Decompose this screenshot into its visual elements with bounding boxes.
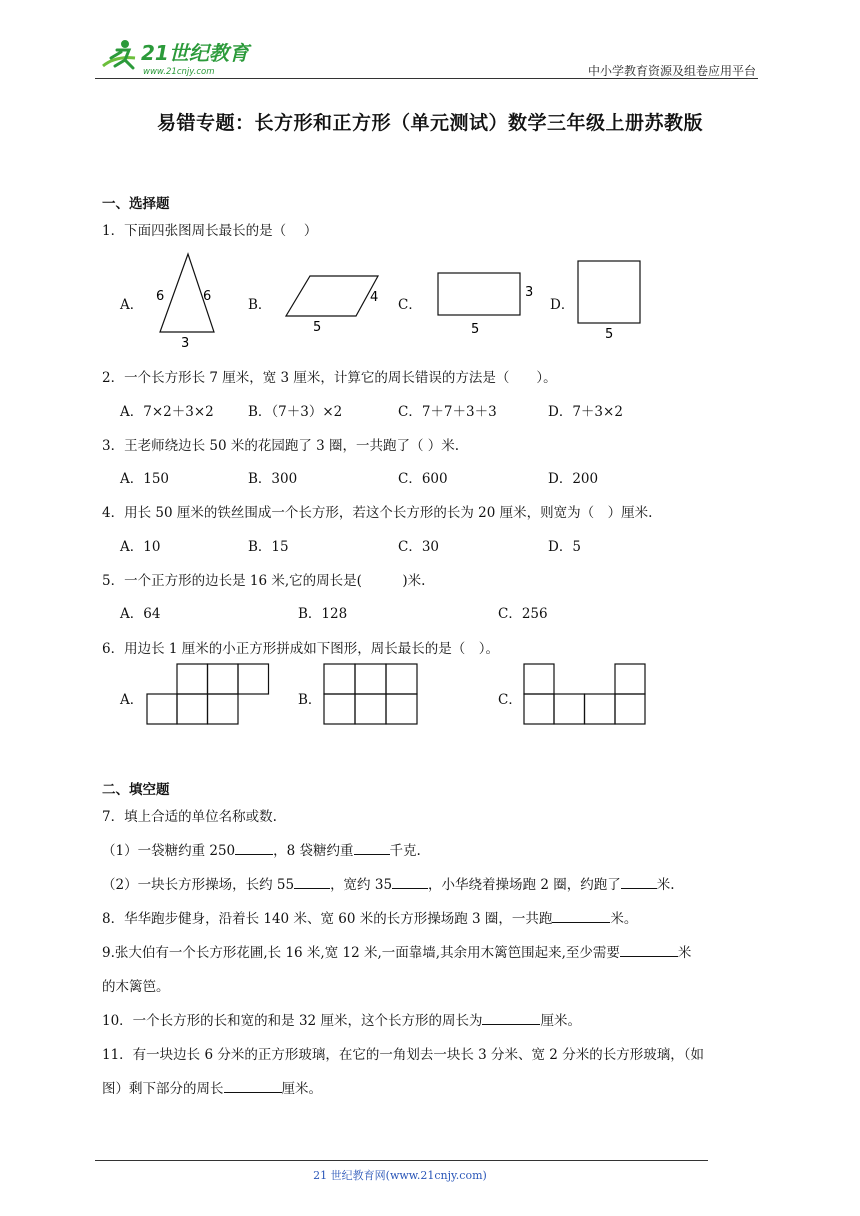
q5-option-a: A．64	[120, 606, 161, 622]
q1-square-figure	[574, 258, 646, 342]
q1-rectangle-figure	[434, 270, 540, 338]
q4-option-d: D．5	[548, 539, 581, 555]
parallelogram-side: 4	[370, 290, 379, 305]
question-6-stem: 6．用边长 1 厘米的小正方形拼成如下图形，周长最长的是（ ）。	[102, 641, 500, 657]
answer-blank[interactable]	[235, 842, 273, 855]
answer-blank[interactable]	[354, 842, 390, 855]
q2-option-c: C．7＋7＋3＋3	[398, 404, 497, 420]
platform-name: 中小学教育资源及组卷应用平台	[587, 64, 756, 78]
section-heading-choice: 一、选择题	[102, 196, 170, 212]
triangle-side-right: 6	[203, 289, 212, 304]
q1-option-c-label: C．	[398, 297, 422, 313]
header-divider	[95, 78, 758, 79]
q4-option-b: B．15	[248, 539, 289, 555]
q4-option-a: A．10	[120, 539, 161, 555]
q1-option-a-label: A．	[120, 297, 144, 313]
q2-option-b: B．（7＋3）×2	[248, 404, 343, 420]
answer-blank[interactable]	[552, 910, 610, 923]
q1-option-d-label: D．	[550, 297, 575, 313]
square-side: 5	[605, 327, 614, 342]
question-4-stem: 4．用长 50 厘米的铁丝围成一个长方形，若这个长方形的长为 20 厘米，则宽为（ ）厘米.	[102, 505, 653, 521]
q6-option-a-label: A．	[120, 692, 144, 708]
answer-blank[interactable]	[621, 876, 657, 889]
question-1-stem: 1．下面四张图周长最长的是（ ）	[102, 223, 318, 239]
question-2-stem: 2．一个长方形长 7 厘米，宽 3 厘米，计算它的周长错误的方法是（ ）。	[102, 370, 557, 386]
section-heading-fill: 二、填空题	[102, 782, 170, 798]
q3-option-b: B．300	[248, 471, 298, 487]
q5-option-b: B．128	[298, 606, 348, 622]
q6-option-b-label: B．	[298, 692, 322, 708]
question-8: 8．华华跑步健身，沿着长 140 米、宽 60 米的长方形操场跑 3 圈，一共跑 米。	[102, 911, 638, 927]
q3-option-c: C．600	[398, 471, 448, 487]
question-9-line-1: 9.张大伯有一个长方形花圃,长 16 米,宽 12 米,一面靠墙,其余用木篱笆围起来,至少需要 米	[102, 945, 692, 961]
page-title: 易错专题：长方形和正方形（单元测试）数学三年级上册苏教版	[156, 112, 703, 134]
answer-blank[interactable]	[482, 1012, 540, 1025]
q2-option-a: A．7×2＋3×2	[120, 404, 214, 420]
footer-divider	[95, 1160, 708, 1161]
q6-grid-figure-b	[323, 663, 419, 727]
answer-blank[interactable]	[620, 944, 678, 957]
runner-logo-icon	[103, 40, 135, 68]
answer-blank[interactable]	[224, 1080, 282, 1093]
question-3-stem: 3．王老师绕边长 50 米的花园跑了 3 圈，一共跑了（ ）米.	[102, 438, 460, 454]
q6-grid-figure-c	[523, 663, 649, 727]
question-5-stem: 5．一个正方形的边长是 16 米,它的周长是( )米.	[102, 573, 426, 589]
q6-grid-figure-a	[146, 663, 272, 727]
answer-blank[interactable]	[392, 876, 428, 889]
rectangle-width: 3	[525, 285, 534, 300]
question-11-line-2: 图）剩下部分的周长 厘米。	[102, 1081, 322, 1097]
footer-link[interactable]: 21 世纪教育网(www.21cnjy.com)	[313, 1169, 487, 1182]
triangle-side-left: 6	[156, 289, 165, 304]
q3-option-d: D．200	[548, 471, 599, 487]
q1-triangle-figure	[150, 250, 225, 350]
q4-option-c: C．30	[398, 539, 440, 555]
question-11-line-1: 11．有一块边长 6 分米的正方形玻璃，在它的一角划去一块长 3 分米、宽 2 分米的长方形玻璃，（如	[102, 1047, 704, 1063]
site-logo	[95, 36, 265, 78]
logo-url: www.21cnjy.com	[143, 67, 215, 77]
q1-option-b-label: B．	[248, 297, 272, 313]
answer-blank[interactable]	[294, 876, 330, 889]
question-10: 10．一个长方形的长和宽的和是 32 厘米，这个长方形的周长为 厘米。	[102, 1013, 581, 1029]
triangle-base: 3	[181, 336, 190, 350]
q6-option-c-label: C．	[498, 692, 522, 708]
q3-option-a: A．150	[120, 471, 170, 487]
q5-option-c: C．256	[498, 606, 548, 622]
q1-parallelogram-figure	[282, 272, 392, 334]
parallelogram-base: 5	[313, 320, 322, 334]
logo-text: 21世纪教育	[141, 41, 249, 65]
question-7-part-1: （1）一袋糖约重 250 ，8 袋糖约重 千克.	[102, 843, 421, 859]
q2-option-d: D．7＋3×2	[548, 404, 623, 420]
rectangle-length: 5	[471, 322, 480, 337]
question-7-stem: 7．填上合适的单位名称或数.	[102, 809, 277, 825]
question-9-line-2: 的木篱笆。	[102, 979, 170, 995]
question-7-part-2: （2）一块长方形操场，长约 55 ，宽约 35 ，小华绕着操场跑 2 圈，约跑了 米.	[102, 877, 675, 893]
